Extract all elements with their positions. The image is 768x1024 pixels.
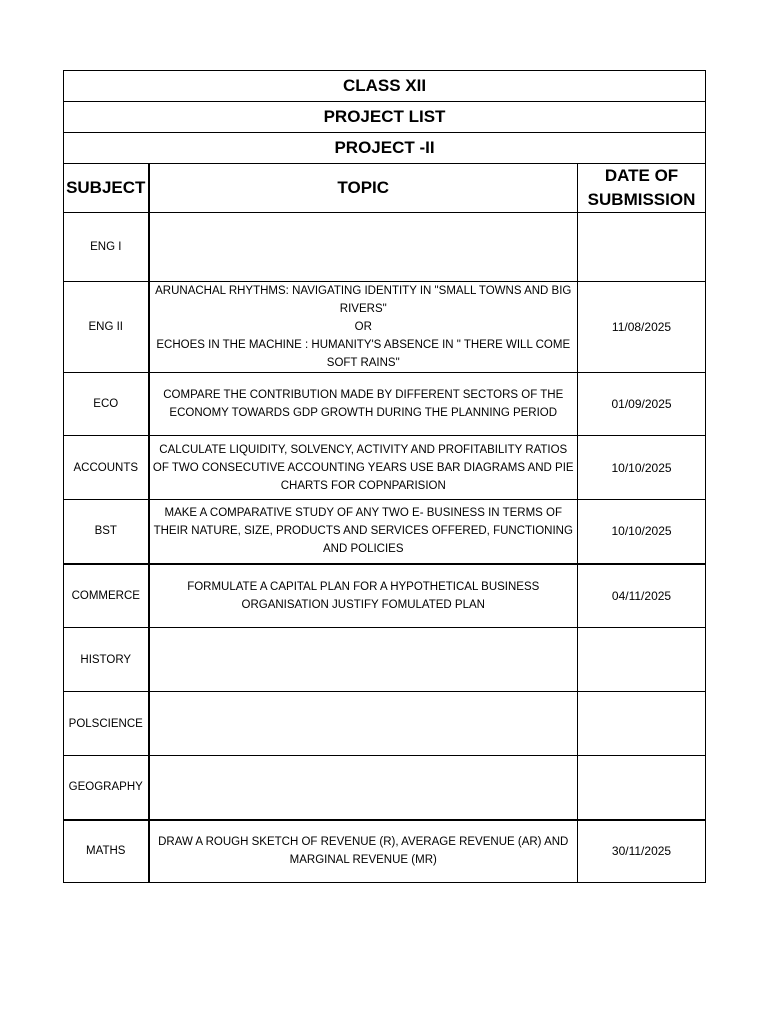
topic-cell: FORMULATE A CAPITAL PLAN FOR A HYPOTHETICAL BUSINESS ORGANISATION JUSTIFY FOMULATED PLAN [149, 564, 578, 628]
header-row [64, 164, 706, 213]
date-header-line2: SUBMISSION [587, 190, 696, 209]
table-row [64, 436, 706, 500]
table-row [64, 692, 706, 756]
topic-cell [149, 692, 578, 756]
date-cell: 01/09/2025 [578, 373, 706, 436]
topic-cell: MAKE A COMPARATIVE STUDY OF ANY TWO E- BUSINESS IN TERMS OF THEIR NATURE, SIZE, PRODUCTS AND SERVICES OFFERED, FUNCTIONING AND POLICIES [149, 500, 578, 564]
topic-cell [149, 282, 578, 373]
date-header-line1: DATE OF [604, 166, 679, 185]
table-row [64, 820, 706, 883]
topic-cell [149, 628, 578, 692]
table-row [64, 564, 706, 628]
topic-option-1: ARUNACHAL RHYTHMS: NAVIGATING IDENTITY IN "SMALL TOWNS AND BIG RIVERS" [155, 285, 572, 315]
date-cell [578, 628, 706, 692]
table-row [64, 282, 706, 373]
topic-cell: CALCULATE LIQUIDITY, SOLVENCY, ACTIVITY AND PROFITABILITY RATIOS OF TWO CONSECUTIVE ACCOUNTING YEARS USE BAR DIAGRAMS AND PIE CHARTS FOR COPNPARISION [149, 436, 578, 500]
subject-cell: MATHS [64, 820, 149, 883]
project-table [63, 70, 706, 883]
topic-header: TOPIC [149, 164, 578, 213]
subject-cell: ECO [64, 373, 149, 436]
subject-header: SUBJECT [64, 164, 149, 213]
project-list-sheet [63, 70, 705, 883]
subject-cell: ENG II [64, 282, 149, 373]
table-row [64, 213, 706, 282]
table-row [64, 756, 706, 820]
subject-cell: ENG I [64, 213, 149, 282]
date-cell [578, 692, 706, 756]
table-row [64, 373, 706, 436]
subject-cell: GEOGRAPHY [64, 756, 149, 820]
date-cell: 10/10/2025 [578, 500, 706, 564]
topic-cell [149, 756, 578, 820]
topic-option-2: ECHOES IN THE MACHINE : HUMANITY'S ABSENCE IN " THERE WILL COME SOFT RAINS" [156, 339, 571, 369]
topic-or-separator: OR [354, 321, 372, 333]
class-title: CLASS XII [64, 71, 706, 102]
subject-cell: ACCOUNTS [64, 436, 149, 500]
subject-cell: COMMERCE [64, 564, 149, 628]
subject-cell: POLSCIENCE [64, 692, 149, 756]
topic-cell: DRAW A ROUGH SKETCH OF REVENUE (R), AVERAGE REVENUE (AR) AND MARGINAL REVENUE (MR) [149, 820, 578, 883]
table-row [64, 628, 706, 692]
date-cell: 04/11/2025 [578, 564, 706, 628]
date-header [578, 164, 706, 213]
date-cell: 11/08/2025 [578, 282, 706, 373]
date-cell: 30/11/2025 [578, 820, 706, 883]
date-cell [578, 756, 706, 820]
table-row [64, 500, 706, 564]
date-cell [578, 213, 706, 282]
topic-cell: COMPARE THE CONTRIBUTION MADE BY DIFFERENT SECTORS OF THE ECONOMY TOWARDS GDP GROWTH DURING THE PLANNING PERIOD [149, 373, 578, 436]
subject-cell: BST [64, 500, 149, 564]
topic-cell [149, 213, 578, 282]
project-list-title: PROJECT LIST [64, 102, 706, 133]
date-cell: 10/10/2025 [578, 436, 706, 500]
subject-cell: HISTORY [64, 628, 149, 692]
project-number-title: PROJECT -II [64, 133, 706, 164]
